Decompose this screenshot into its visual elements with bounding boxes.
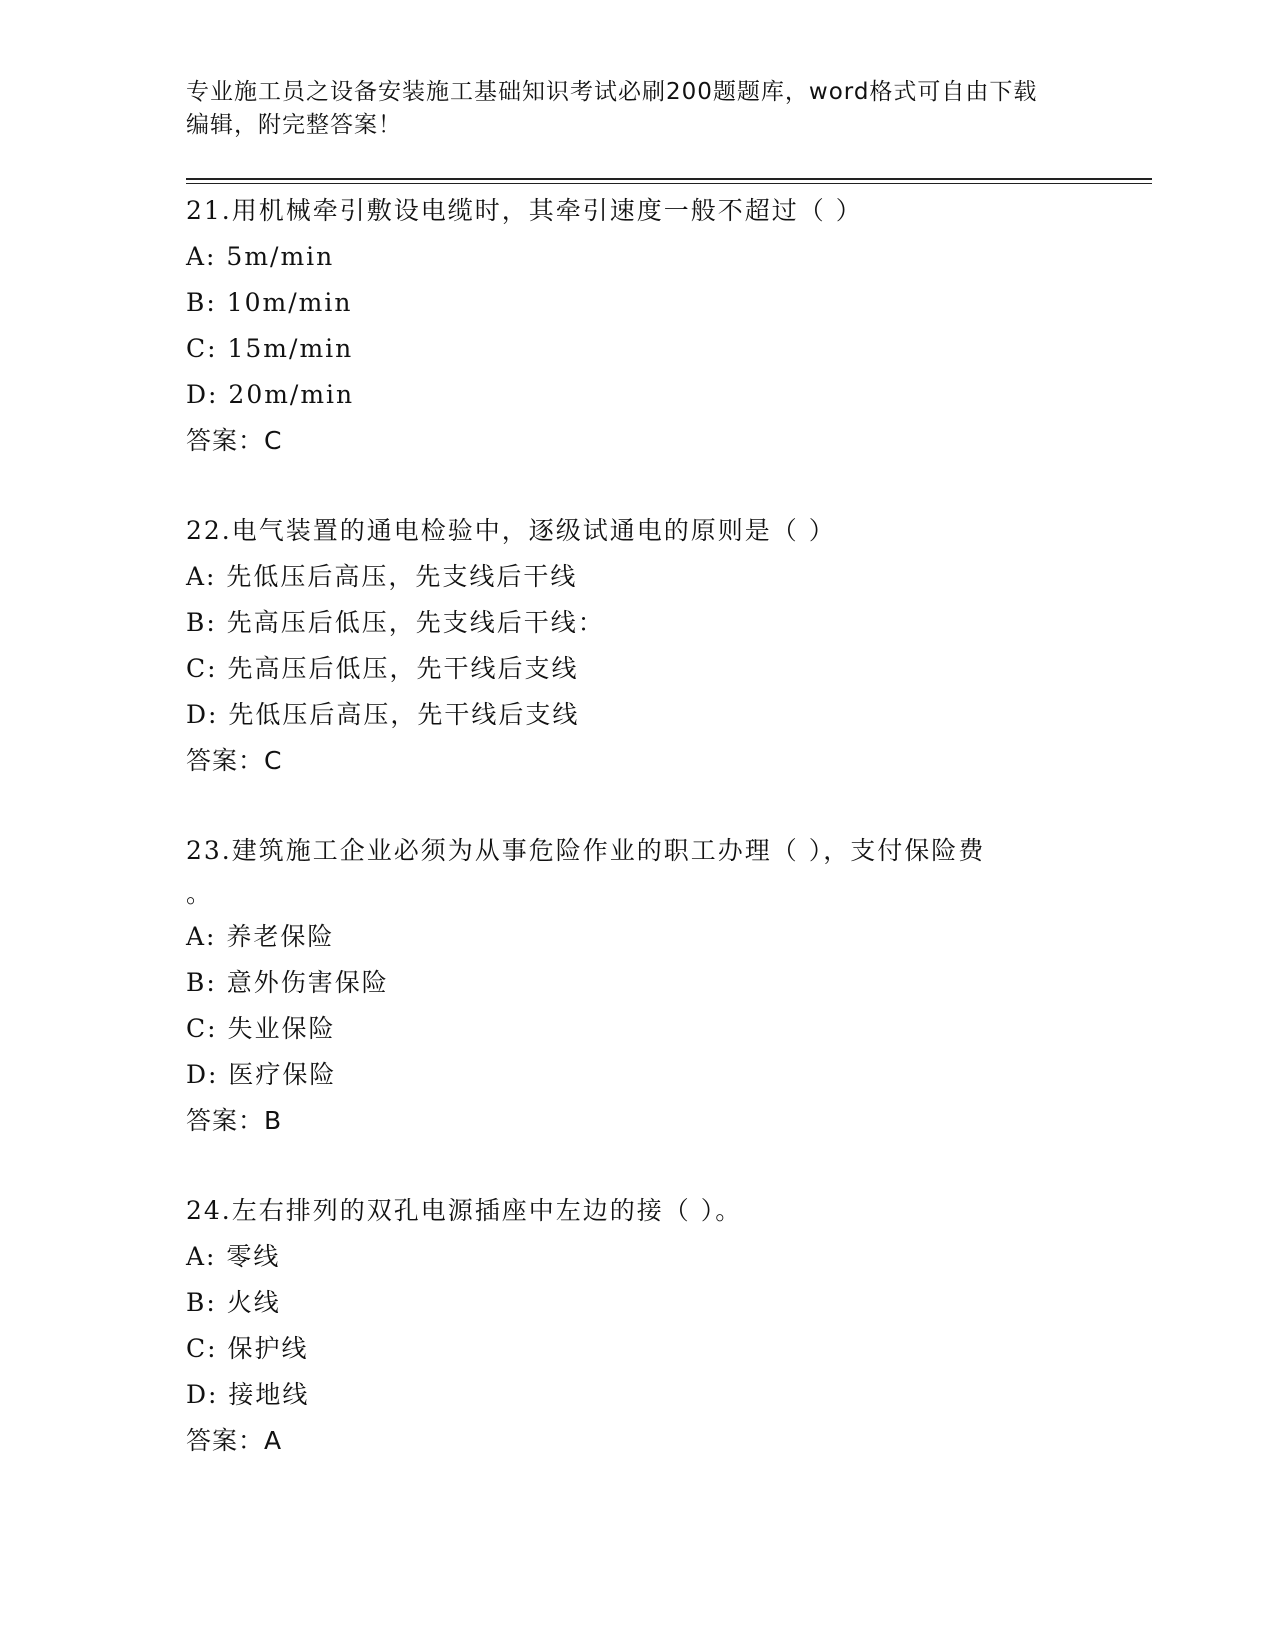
option-c: C: 先高压后低压，先干线后支线: [186, 654, 579, 683]
option-a: A: 养老保险: [186, 922, 335, 951]
question-text: 24.左右排列的双孔电源插座中左边的接（ ）。: [186, 1196, 743, 1225]
option-b: B: 火线: [186, 1288, 281, 1317]
option-d: D: 先低压后高压，先干线后支线: [186, 700, 580, 729]
question-spacer: [186, 1144, 1066, 1188]
question-text: 23.建筑施工企业必须为从事危险作业的职工办理（ ），支付保险费: [186, 836, 986, 865]
header-divider-thick: [186, 178, 1152, 180]
question-23: [186, 828, 1066, 1144]
option-b: B: 先高压后低压，先支线后干线：: [186, 608, 605, 637]
question-text: 22.电气装置的通电检验中，逐级试通电的原则是（ ）: [186, 516, 836, 545]
option-d: D: 20m/min: [186, 380, 355, 409]
option-a: A: 先低压后高压，先支线后干线: [186, 562, 578, 591]
document-header: [186, 76, 1066, 142]
document-title-line-2: 编辑，附完整答案！: [186, 112, 402, 138]
question-text-continuation: 。: [186, 879, 212, 908]
option-b: B: 意外伤害保险: [186, 968, 389, 997]
option-d: D: 接地线: [186, 1380, 310, 1409]
option-c: C: 失业保险: [186, 1014, 336, 1043]
question-spacer: [186, 784, 1066, 828]
answer-label: 答案：A: [186, 1426, 283, 1455]
header-divider-thin: [186, 183, 1152, 184]
question-21: [186, 188, 1066, 464]
option-b: B: 10m/min: [186, 288, 353, 317]
answer-label: 答案：B: [186, 1106, 283, 1135]
option-a: A: 零线: [186, 1242, 281, 1271]
option-c: C: 15m/min: [186, 334, 354, 363]
question-24: [186, 1188, 1066, 1464]
answer-label: 答案：C: [186, 426, 283, 455]
question-spacer: [186, 464, 1066, 508]
option-c: C: 保护线: [186, 1334, 309, 1363]
answer-label: 答案：C: [186, 746, 283, 775]
option-a: A: 5m/min: [186, 242, 335, 271]
option-d: D: 医疗保险: [186, 1060, 337, 1089]
document-title-line-1: 专业施工员之设备安装施工基础知识考试必刷200题题库，word格式可自由下载: [186, 79, 1038, 105]
question-22: [186, 508, 1066, 784]
question-text: 21.用机械牵引敷设电缆时，其牵引速度一般不超过（ ）: [186, 196, 863, 225]
question-list: [186, 188, 1066, 1464]
